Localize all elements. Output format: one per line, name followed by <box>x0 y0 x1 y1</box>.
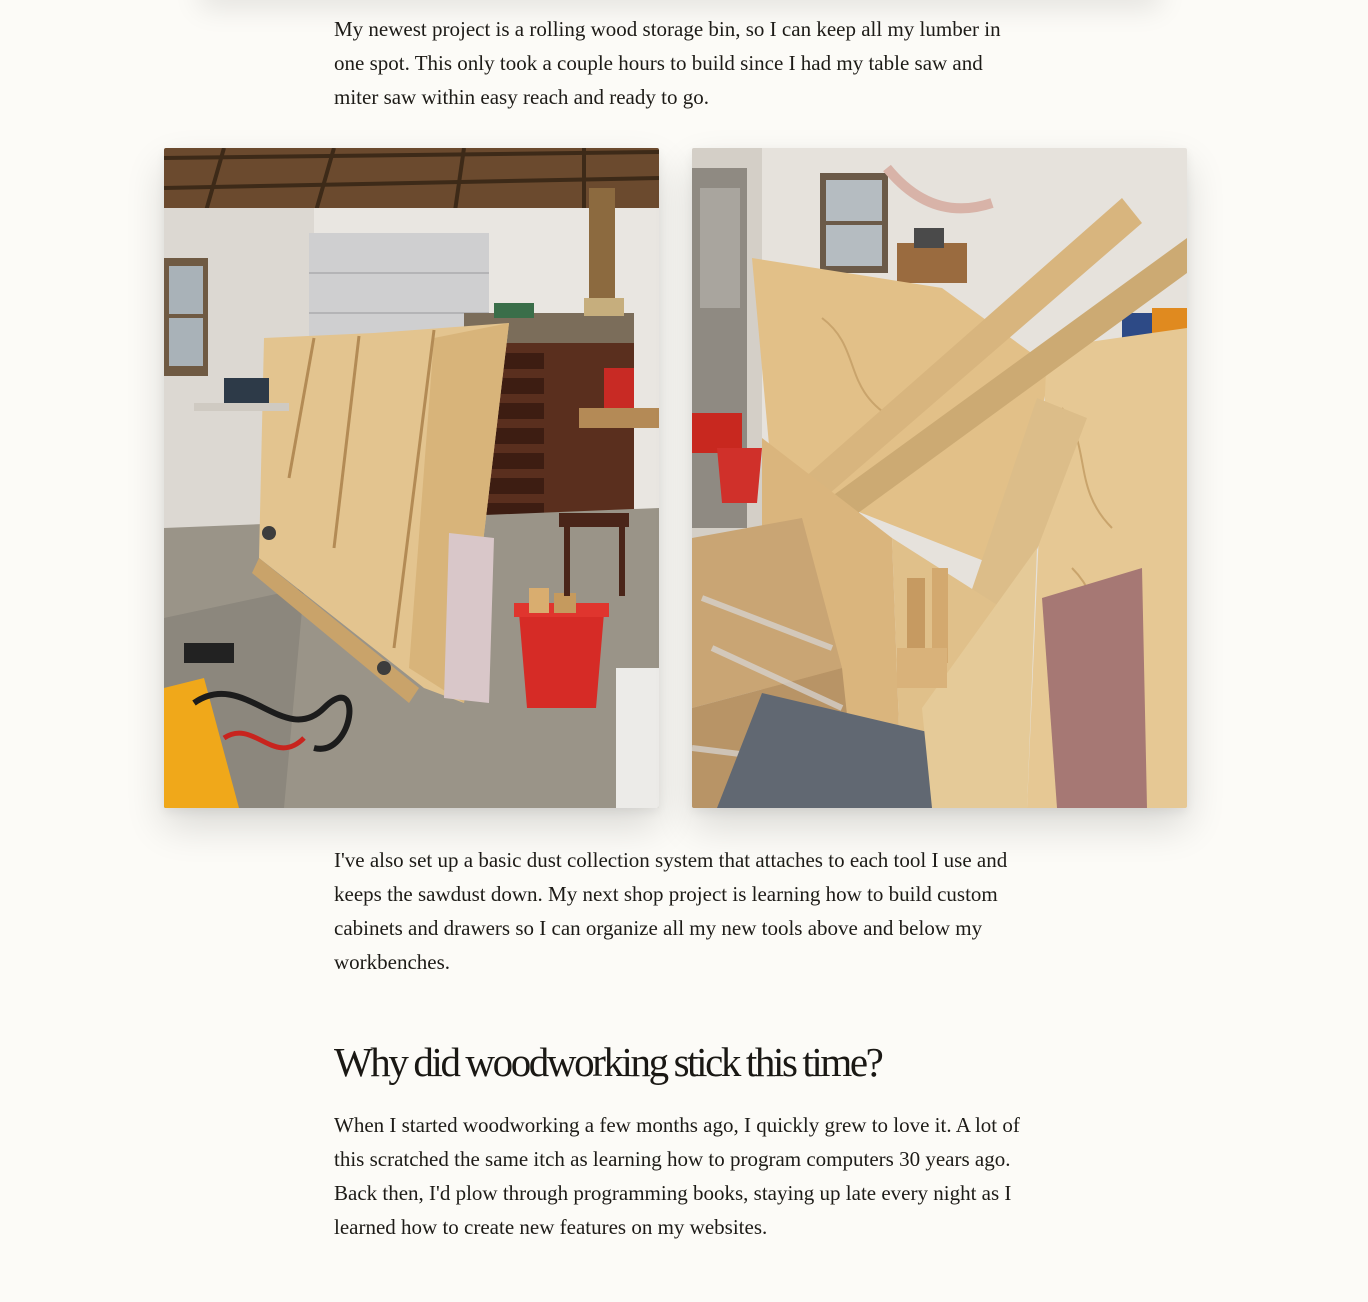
photo-lumber-bin-closeup[interactable] <box>692 148 1187 808</box>
photo-lumber-cart-image <box>164 148 659 808</box>
photo-lumber-bin-image <box>692 148 1187 808</box>
photo-lumber-cart-garage[interactable] <box>164 148 659 808</box>
paragraph-storage-bin: My newest project is a rolling wood storage bin, so I can keep all my lumber in one spot. This only took a couple hours to build since I had my table saw and miter saw within easy reach and ready to go. <box>334 17 1001 109</box>
section-heading: Why did woodworking stick this time? <box>334 1039 882 1085</box>
paragraph-dust-collection: I've also set up a basic dust collection system that attaches to each tool I use and keeps the sawdust down. My next shop project is learning how to build custom cabinets and drawers so I can organize all my new tools above and below my workbenches. <box>334 848 1008 974</box>
paragraph-why-woodworking: When I started woodworking a few months ago, I quickly grew to love it. A lot of this scratched the same itch as learning how to program computers 30 years ago. Back then, I'd plow through programming books, staying up late every night as I learned how to create new features on my websites. <box>334 1113 1020 1239</box>
